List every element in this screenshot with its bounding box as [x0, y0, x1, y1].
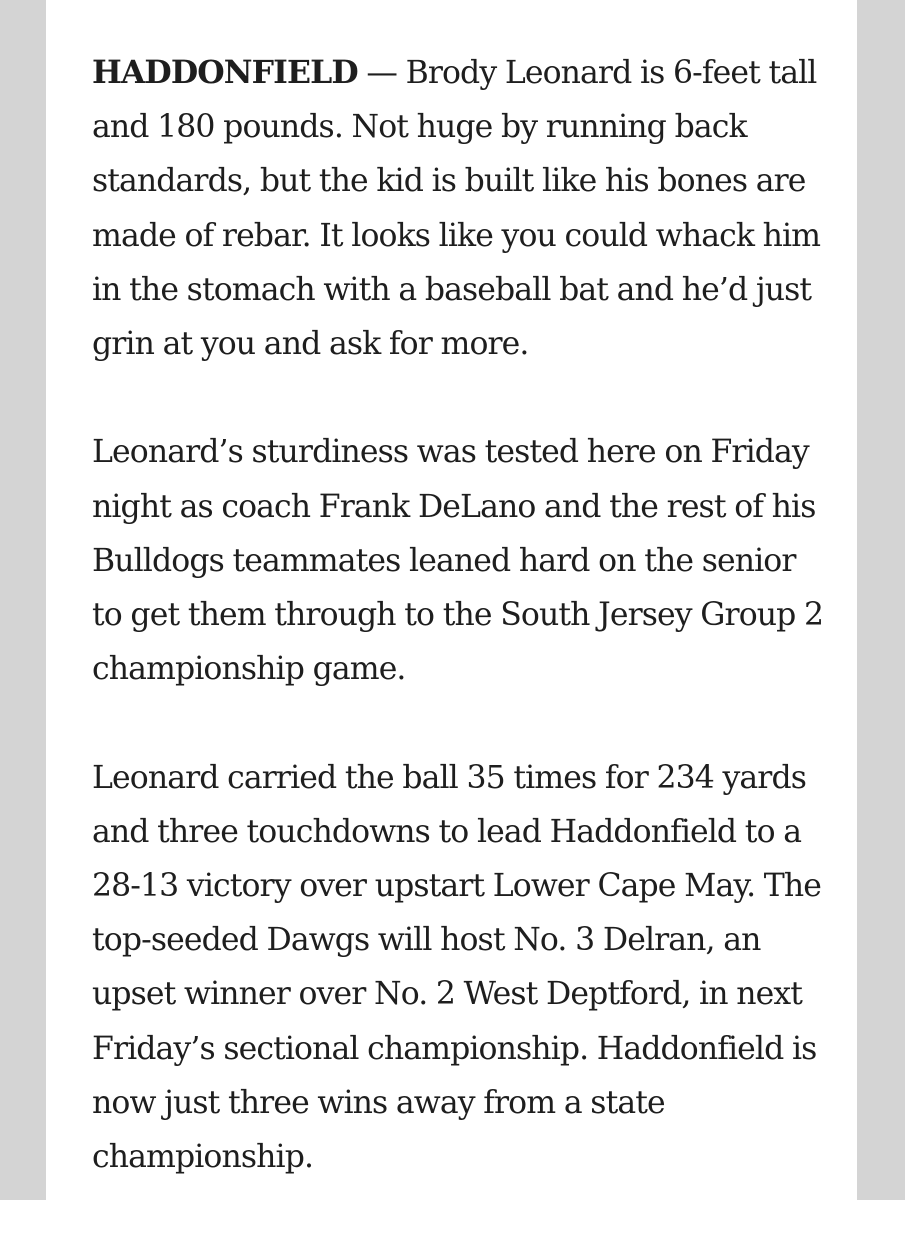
- article-paragraph-2: Leonard’s sturdiness was tested here on Friday night as coach Frank DeLano and the rest of his Bulldogs teammates leaned hard on the senior to get them through to the South Jersey Group 2 championship game.: [92, 434, 824, 688]
- article-paragraph-3: Leonard carried the ball 35 times for 234 yards and three touchdowns to lead Haddonfield to a 28-13 victory over upstart Lower Cape May. The top-seeded Dawgs will host No. 3 Delran, an upset winner over No. 2 West Deptford, in next Friday’s sectional championship. Haddonfield is now just three wins away from a state championship.: [92, 759, 822, 1176]
- article-paragraph-1: [92, 46, 832, 371]
- article-body: [92, 46, 832, 1238]
- dateline: HADDONFIELD: [92, 54, 358, 91]
- paragraph-1-text: Brody Leonard is 6-feet tall and 180 pounds. Not huge by running back standards, but the kid is built like his bones are made of rebar. It looks like you could whack him in the stomach with a baseball bat and he’d just grin at you and ask for more.: [92, 55, 821, 363]
- dateline-dash: —: [357, 55, 406, 91]
- left-gutter: [0, 0, 46, 1200]
- right-gutter: [857, 0, 905, 1200]
